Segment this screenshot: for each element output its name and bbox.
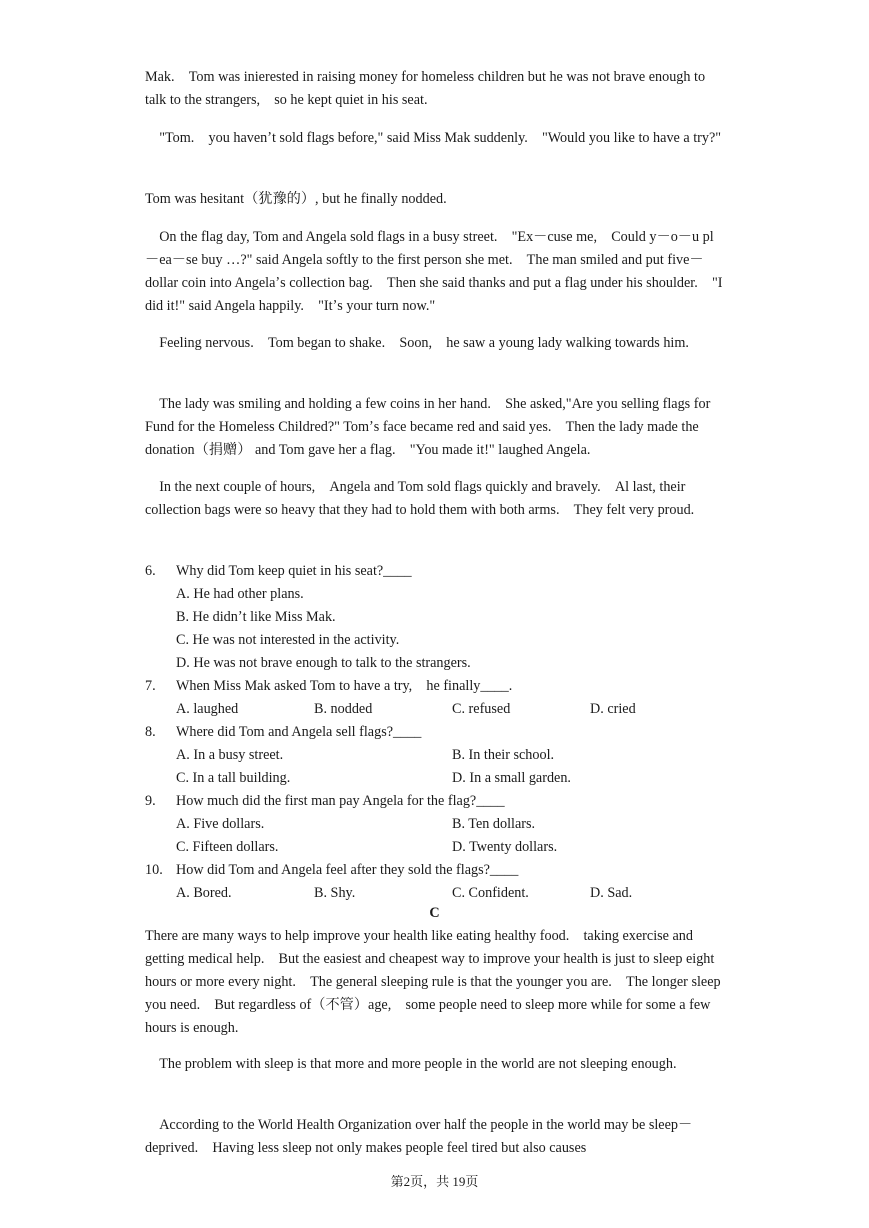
question-7 xyxy=(145,675,745,698)
passage-paragraph: In the next couple of hours, Angela and Tom sold flags quickly and bravely. Al last, their collection bags were so heavy that they had to hold them with both arms. They felt very proud. xyxy=(145,479,695,518)
option-c[interactable]: C. refused xyxy=(452,701,511,717)
question-stem: When Miss Mak asked Tom to have a try, he finally____. xyxy=(176,678,513,694)
question-6 xyxy=(145,560,745,583)
question-number: 6. xyxy=(145,563,156,579)
passage-paragraph: Tom was hesitant（犹豫的）, but he finally nodded. xyxy=(145,191,447,207)
passage-paragraph: On the flag day, Tom and Angela sold flags in a busy street. "Ex－cuse me, Could y－o－u pl－ea－se buy …?" said Angela softly to the first person she met. The man smiled and put five－dollar coin into Angelaʼs collection bag. Then she said thanks and put a flag under his shoulder. "I did it!" said Angela happily. "Itʼs your turn now." xyxy=(145,229,723,314)
option-a[interactable]: A. He had other plans. xyxy=(176,586,304,602)
question-8 xyxy=(145,721,745,744)
section-heading: C xyxy=(429,905,440,921)
question-number: 8. xyxy=(145,724,156,740)
passage-paragraph: The problem with sleep is that more and more people in the world are not sleeping enough. xyxy=(145,1056,677,1072)
option-b[interactable]: B. Shy. xyxy=(314,885,356,901)
question-stem: How did Tom and Angela feel after they sold the flags?____ xyxy=(176,862,519,878)
question-9 xyxy=(145,790,745,813)
option-b[interactable]: B. He didnʼt like Miss Mak. xyxy=(176,609,336,625)
passage-paragraph: Feeling nervous. Tom began to shake. Soon, he saw a young lady walking towards him. xyxy=(145,335,689,351)
passage-paragraph: According to the World Health Organization over half the people in the world may be sleep－deprived. Having less sleep not only makes people feel tired but also causes xyxy=(145,1117,693,1156)
question-number: 10. xyxy=(145,862,163,878)
passage-paragraph: Mak. Tom was inierested in raising money for homeless children but he was not brave enough to talk to the strangers, so he kept quiet in his seat. xyxy=(145,69,706,108)
page-number: 第2页，共 19页 xyxy=(390,1174,479,1189)
option-c[interactable]: C. Fifteen dollars. xyxy=(176,839,279,855)
question-10 xyxy=(145,859,745,882)
question-number: 7. xyxy=(145,678,156,694)
option-c[interactable]: C. He was not interested in the activity. xyxy=(176,632,400,648)
passage-paragraph: The lady was smiling and holding a few coins in her hand. She asked,"Are you selling flags for Fund for the Homeless Childred?" Tomʼs face became red and said yes. Then the lady made the donation（捐赠） and Tom gave her a flag. "You made it!" laughed Angela. xyxy=(145,396,711,458)
option-a[interactable]: A. laughed xyxy=(176,701,239,717)
option-d[interactable]: D. He was not brave enough to talk to the strangers. xyxy=(176,655,471,671)
question-number: 9. xyxy=(145,793,156,809)
question-block xyxy=(145,560,745,905)
option-b[interactable]: B. Ten dollars. xyxy=(452,816,536,832)
option-b[interactable]: B. In their school. xyxy=(452,747,555,763)
question-stem: How much did the first man pay Angela for the flag?____ xyxy=(176,793,505,809)
option-a[interactable]: A. In a busy street. xyxy=(176,747,284,763)
question-stem: Where did Tom and Angela sell flags?____ xyxy=(176,724,422,740)
option-d[interactable]: D. cried xyxy=(590,701,636,717)
option-a[interactable]: A. Bored. xyxy=(176,885,232,901)
option-d[interactable]: D. Sad. xyxy=(590,885,633,901)
option-a[interactable]: A. Five dollars. xyxy=(176,816,265,832)
passage-paragraph: There are many ways to help improve your health like eating healthy food. taking exercise and getting medical help. But the easiest and cheapest way to improve your health is just to sleep eight hours or more every night. The general sleeping rule is that the younger you are. The longer sleep you need. But regardless of（不管）age, some people need to sleep more while for some a few hours is enough. xyxy=(145,928,721,1036)
question-stem: Why did Tom keep quiet in his seat?____ xyxy=(176,563,412,579)
option-c[interactable]: C. Confident. xyxy=(452,885,529,901)
option-b[interactable]: B. nodded xyxy=(314,701,373,717)
option-c[interactable]: C. In a tall building. xyxy=(176,770,291,786)
option-d[interactable]: D. Twenty dollars. xyxy=(452,839,558,855)
passage-paragraph: "Tom. you havenʼt sold flags before," said Miss Mak suddenly. "Would you like to have a try?" xyxy=(145,130,722,146)
option-d[interactable]: D. In a small garden. xyxy=(452,770,571,786)
